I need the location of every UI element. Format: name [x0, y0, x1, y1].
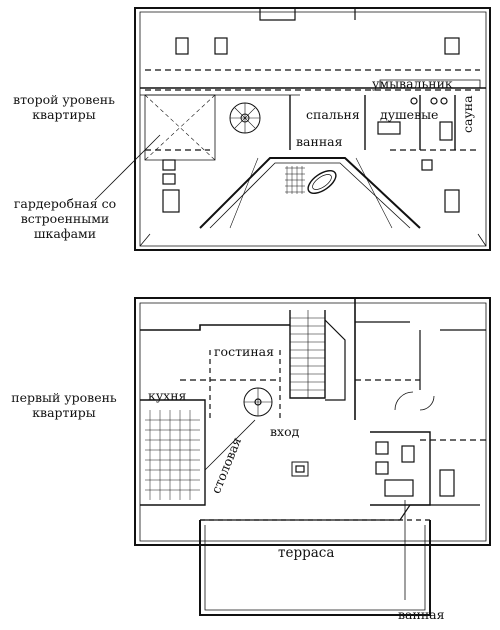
sauna-label: сауна — [460, 95, 475, 133]
washbasin-label: умывальник — [372, 76, 453, 91]
lower-level-label — [4, 390, 124, 420]
living-room-label: гостиная — [214, 344, 274, 359]
bathroom-upper-label: ванная — [296, 134, 343, 149]
dining-label: столовая — [208, 435, 245, 496]
lower-level-plan — [135, 298, 490, 615]
terrace-label: терраса — [278, 545, 335, 561]
entrance-label: вход — [270, 424, 300, 439]
wardrobe-label — [0, 196, 130, 241]
bedroom-label: спальня — [306, 107, 360, 122]
wardrobe-text: гардеробная со встроенными шкафами — [13, 196, 117, 241]
lower-level-text: первый уровень квартиры — [11, 390, 117, 420]
upper-level-label — [4, 92, 124, 122]
upper-level-text: второй уровень квартиры — [13, 92, 115, 122]
upper-level-plan — [135, 8, 490, 250]
showers-label: душевые — [380, 107, 439, 122]
bathroom-lower-label: ванная — [398, 607, 445, 622]
kitchen-label: кухня — [148, 388, 187, 403]
